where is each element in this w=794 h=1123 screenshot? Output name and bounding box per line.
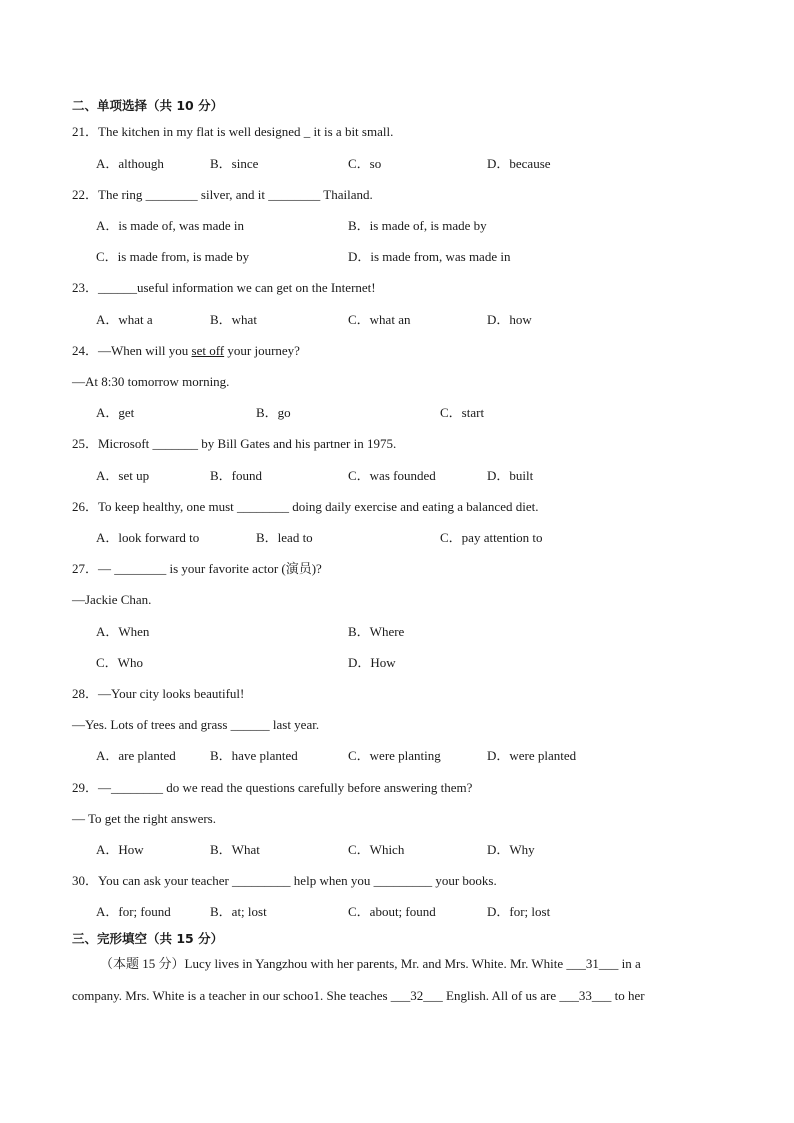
option-d: D．were planted <box>487 748 577 763</box>
passage-line <box>100 956 641 972</box>
option-a: A．although <box>96 156 164 171</box>
option-b: B．have planted <box>210 748 298 763</box>
passage-text: in a <box>618 956 641 971</box>
stem-text: your journey? <box>224 343 300 358</box>
option-b: B．What <box>210 842 260 857</box>
passage-text: to her <box>611 988 645 1003</box>
option-d: D．Why <box>487 842 535 857</box>
question-stem: 22．The ring ________ silver, and it ________ Thailand. <box>72 187 373 202</box>
option-b: B．is made of, is made by <box>348 218 487 233</box>
option-b: B．since <box>210 156 259 171</box>
question-stem: 23．______useful information we can get on the Internet! <box>72 280 376 295</box>
passage-text: English. All of us are <box>442 988 560 1003</box>
question-stem: 26．To keep healthy, one must ________ doing daily exercise and eating a balanced diet. <box>72 499 539 514</box>
question-stem: 27．— ________ is your favorite actor (演员)? <box>72 561 322 576</box>
option-b: B．lead to <box>256 530 313 545</box>
option-b: B．found <box>210 468 263 483</box>
question-stem: 28．—Your city looks beautiful! <box>72 686 245 701</box>
option-b: B．what <box>210 312 257 327</box>
option-c: C．Which <box>348 842 405 857</box>
option-d: D．is made from, was made in <box>348 249 511 264</box>
section-heading: 三、完形填空（共 15 分） <box>72 931 224 946</box>
blank-31: ___31___ <box>566 956 619 971</box>
option-d: D．because <box>487 156 551 171</box>
answer-line: — To get the right answers. <box>72 811 216 826</box>
question-stem: 25．Microsoft _______ by Bill Gates and his partner in 1975. <box>72 436 397 451</box>
question-stem: 30．You can ask your teacher _________ help when you _________ your books. <box>72 873 497 888</box>
passage-text: company. Mrs. White is a teacher in our schoo1. She teaches <box>72 988 391 1003</box>
option-c: C．pay attention to <box>440 530 543 545</box>
option-c: C．Who <box>96 655 143 670</box>
option-a: A．look forward to <box>96 530 200 545</box>
answer-line: —Yes. Lots of trees and grass ______ last year. <box>72 717 320 732</box>
option-b: B．Where <box>348 624 405 639</box>
section-heading: 二、单项选择（共 10 分） <box>72 98 224 113</box>
option-c: C．what an <box>348 312 411 327</box>
blank-33: ___33___ <box>559 988 612 1003</box>
option-c: C．were planting <box>348 748 441 763</box>
option-c: C．about; found <box>348 904 436 919</box>
option-a: A．for; found <box>96 904 171 919</box>
underlined-phrase: set off <box>191 343 225 358</box>
option-a: A．is made of, was made in <box>96 218 245 233</box>
answer-line: —Jackie Chan. <box>72 592 152 607</box>
answer-line: —At 8:30 tomorrow morning. <box>72 374 230 389</box>
option-b: B．go <box>256 405 291 420</box>
option-a: A．set up <box>96 468 150 483</box>
stem-text: 24．—When will you <box>72 343 192 358</box>
option-a: A．are planted <box>96 748 176 763</box>
question-stem <box>72 343 300 359</box>
option-a: A．what a <box>96 312 153 327</box>
option-b: B．at; lost <box>210 904 267 919</box>
question-stem: 29．—________ do we read the questions carefully before answering them? <box>72 780 473 795</box>
option-d: D．How <box>348 655 396 670</box>
option-d: D．built <box>487 468 534 483</box>
question-stem: 21．The kitchen in my flat is well designed _ it is a bit small. <box>72 124 394 139</box>
blank-32: ___32___ <box>390 988 443 1003</box>
option-c: C．is made from, is made by <box>96 249 250 264</box>
option-a: A．get <box>96 405 135 420</box>
option-c: C．start <box>440 405 485 420</box>
option-c: C．so <box>348 156 382 171</box>
passage-line <box>72 988 645 1004</box>
option-a: A．When <box>96 624 150 639</box>
option-a: A．How <box>96 842 144 857</box>
passage-text: （本题 15 分）Lucy lives in Yangzhou with her parents, Mr. and Mrs. White. Mr. White <box>100 956 567 971</box>
option-c: C．was founded <box>348 468 436 483</box>
option-d: D．how <box>487 312 532 327</box>
option-d: D．for; lost <box>487 904 551 919</box>
